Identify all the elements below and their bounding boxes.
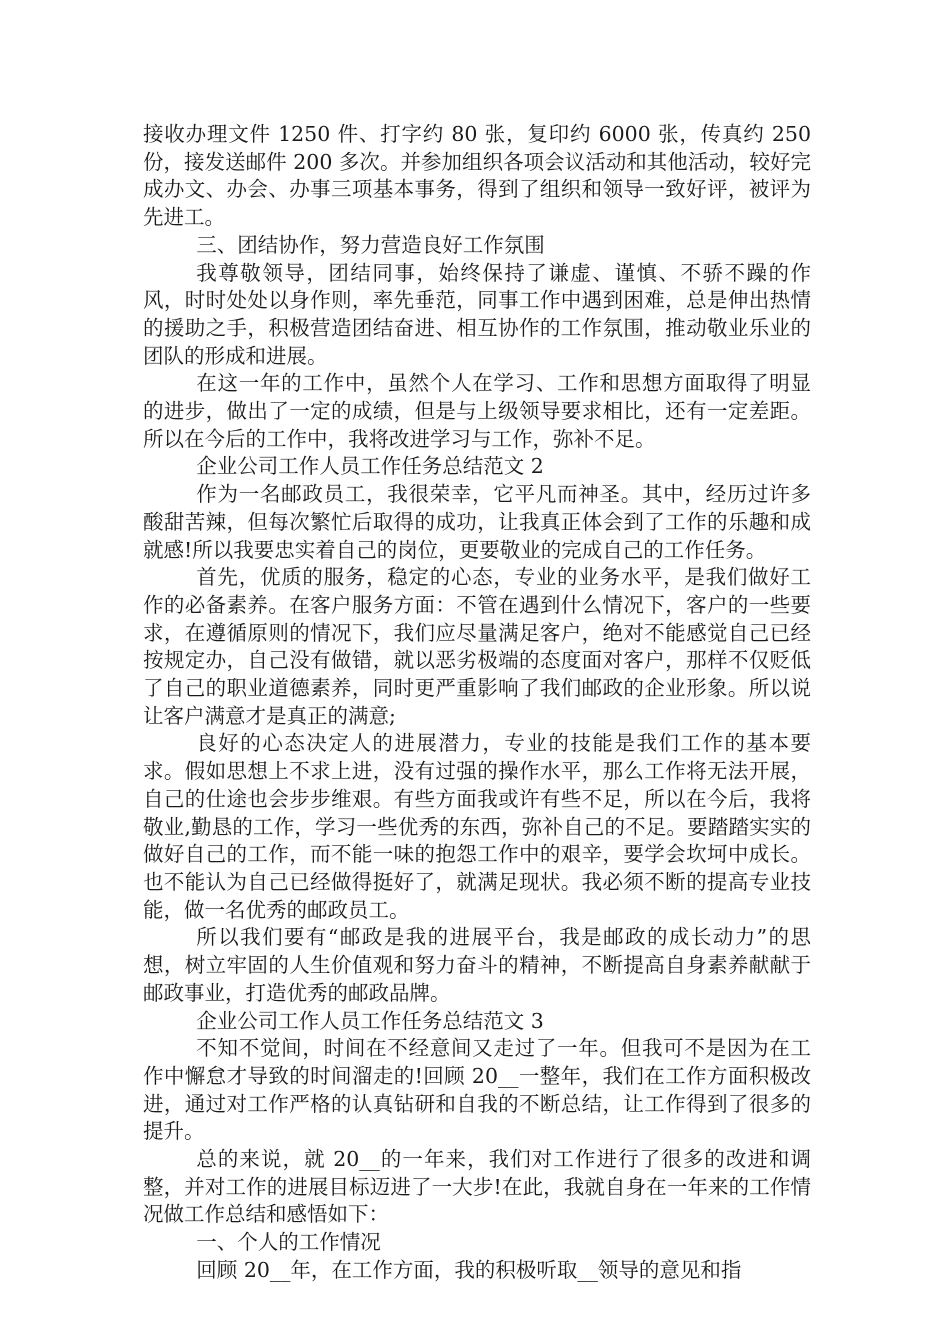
paragraph-another-year: 不知不觉间，时间在不经意间又走过了一年。但我可不是因为在工作中懈怠才导致的时间溜走的!回顾 20__一整年，我们在工作方面积极改进，通过对工作严格的认真钻研和自我的不断总结，让工作得到了很多的提升。 (143, 1036, 811, 1144)
paragraph-quality-service: 首先，优质的服务，稳定的心态，专业的业务水平，是我们做好工作的必备素养。在客户服务方面：不管在遇到什么情况下，客户的一些要求，在遵循原则的情况下，我们应尽量满足客户，绝对不能感觉自己已经按规定办，自己没有做错，就以恶劣极端的态度面对客户，那样不仅贬低了自己的职业道德素养，同时更严重影响了我们邮政的企业形象。所以说让客户满意才是真正的满意; (143, 565, 811, 728)
document-body (143, 121, 811, 1285)
paragraph-overall: 总的来说，就 20__的一年来，我们对工作进行了很多的改进和调整，并对工作的进展目标迈进了一大步!在此，我就自身在一年来的工作情况做工作总结和感悟如下： (143, 1147, 811, 1227)
paragraph-work-stats: 接收办理文件 1250 件、打字约 80 张，复印约 6000 张，传真约 250 份，接发送邮件 200 多次。并参加组织各项会议活动和其他活动，较好完成办文、办会、办事三项基本事务，得到了组织和领导一致好评，被评为先进工。 (143, 122, 811, 230)
section-heading-teamwork: 三、团结协作，努力营造良好工作氛围 (196, 232, 545, 257)
section-heading-personal-work: 一、个人的工作情况 (196, 1230, 381, 1255)
paragraph-good-attitude: 良好的心态决定人的进展潜力，专业的技能是我们工作的基本要求。假如思想上不求上进，没有过强的操作水平，那么工作将无法开展，自己的仕途也会步步维艰。有些方面我或许有些不足，所以在今后，我将敬业,勤恳的工作，学习一些优秀的东西，弥补自己的不足。要踏踏实实的做好自己的工作，而不能一味的抱怨工作中的艰辛，要学会坎坷中成长。也不能认为自己已经做得挺好了，就满足现状。我必须不断的提高专业技能，做一名优秀的邮政员工。 (143, 731, 811, 922)
paragraph-respect-leaders: 我尊敬领导，团结同事，始终保持了谦虚、谨慎、不骄不躁的作风，时时处处以身作则，率先垂范，同事工作中遇到困难，总是伸出热情的援助之手，积极营造团结奋进、相互协作的工作氛围，推动敬业乐业的团队的形成和进展。 (143, 260, 811, 368)
paragraph-year-summary: 在这一年的工作中，虽然个人在学习、工作和思想方面取得了明显的进步，做出了一定的成绩，但是与上级领导要求相比，还有一定差距。所以在今后的工作中，我将改进学习与工作，弥补不足。 (143, 371, 811, 451)
paragraph-postal-employee: 作为一名邮政员工，我很荣幸，它平凡而神圣。其中，经历过许多酸甜苦辣，但每次繁忙后取得的成功，让我真正体会到了工作的乐趣和成就感!所以我要忠实着自己的岗位，更要敬业的完成自己的工作任务。 (143, 482, 811, 562)
paragraph-postal-platform: 所以我们要有“邮政是我的进展平台，我是邮政的成长动力”的思想，树立牢固的人生价值观和努力奋斗的精神，不断提高自身素养献献于邮政事业，打造优秀的邮政品牌。 (143, 925, 811, 1005)
paragraph-review: 回顾 20__年，在工作方面，我的积极听取__领导的意见和指 (196, 1257, 742, 1282)
title-sample-2: 企业公司工作人员工作任务总结范文 2 (196, 454, 544, 479)
title-sample-3: 企业公司工作人员工作任务总结范文 3 (196, 1008, 544, 1033)
